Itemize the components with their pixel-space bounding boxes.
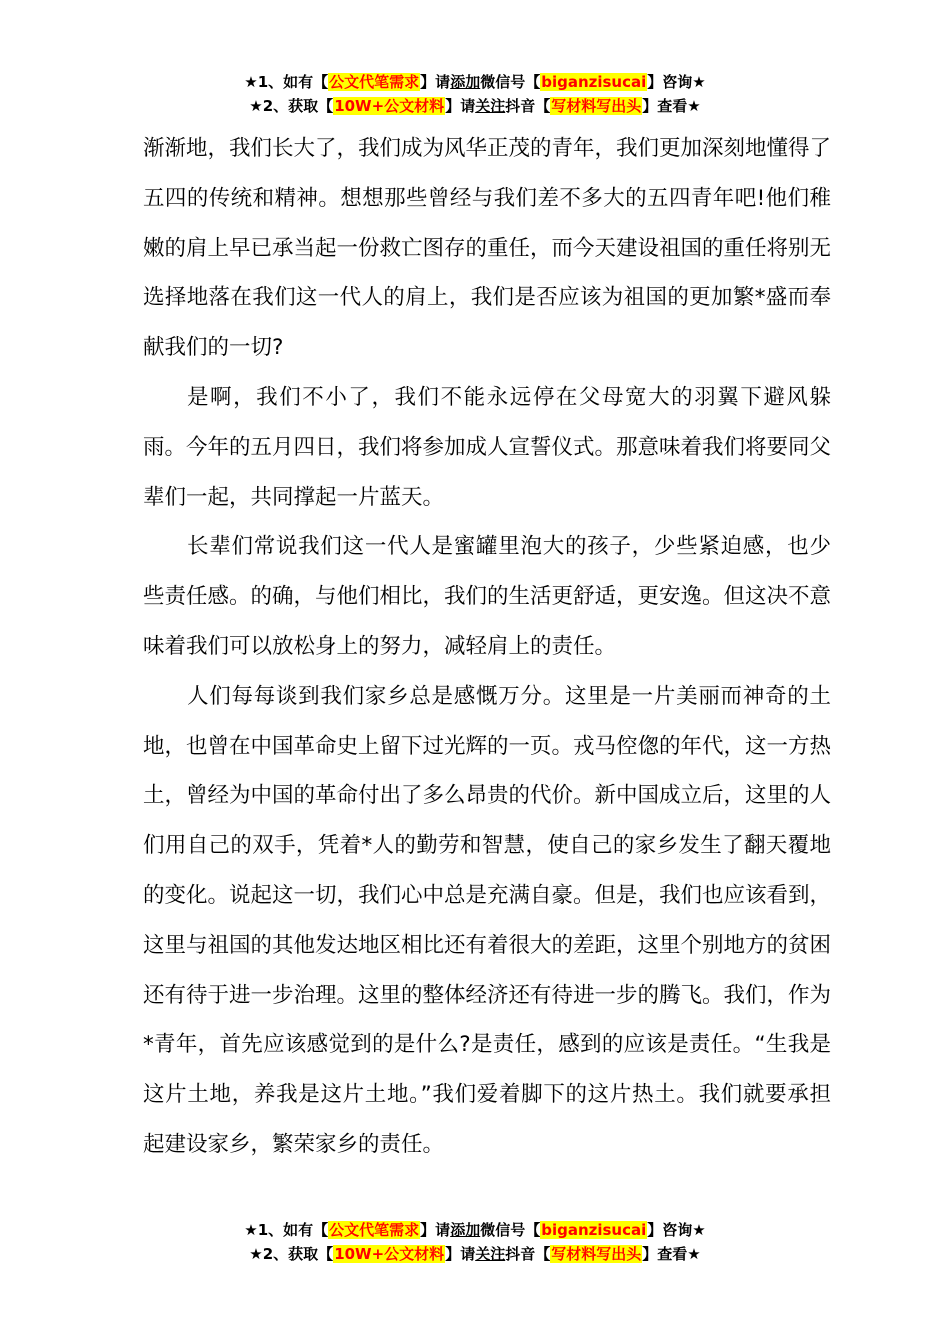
highlight-ghostwriting: 公文代笔需求 [329, 1221, 420, 1239]
banner-text: ★1、如有【 [244, 73, 329, 91]
highlight-douyin: 写材料写出头 [551, 1245, 642, 1263]
banner-emphasis: 关注 [475, 97, 506, 115]
banner-text: 】请 [445, 97, 476, 115]
banner-text: ★2、获取【 [249, 97, 334, 115]
highlight-wechat-id: biganzisucai [541, 73, 647, 91]
banner-line-2 [0, 1242, 950, 1266]
highlight-wechat-id: biganzisucai [541, 1221, 647, 1239]
banner-text: 微信号【 [480, 1221, 541, 1239]
document-body [143, 124, 831, 1170]
banner-line-2 [0, 94, 950, 118]
banner-text: 抖音【 [505, 97, 551, 115]
banner-emphasis: 添加 [450, 73, 481, 91]
banner-emphasis: 添加 [450, 1221, 481, 1239]
highlight-ghostwriting: 公文代笔需求 [329, 73, 420, 91]
banner-text: 】查看★ [642, 97, 701, 115]
banner-text: 】咨询★ [647, 1221, 706, 1239]
banner-text: 】请 [420, 1221, 451, 1239]
banner-line-1 [0, 70, 950, 94]
banner-text: 】请 [445, 1245, 476, 1263]
banner-text: 】查看★ [642, 1245, 701, 1263]
bottom-banner [0, 1218, 950, 1266]
top-banner [0, 70, 950, 118]
highlight-douyin: 写材料写出头 [551, 97, 642, 115]
paragraph: 是啊，我们不小了，我们不能永远停在父母宽大的羽翼下避风躲雨。今年的五月四日，我们将参加成人宣誓仪式。那意味着我们将要同父辈们一起，共同撑起一片蓝天。 [143, 384, 832, 510]
banner-line-1 [0, 1218, 950, 1242]
paragraph: 长辈们常说我们这一代人是蜜罐里泡大的孩子，少些紧迫感，也少些责任感。的确，与他们相比，我们的生活更舒适，更安逸。但这决不意味着我们可以放松身上的努力，减轻肩上的责任。 [143, 534, 832, 659]
highlight-materials: 10W+公文材料 [334, 1245, 445, 1263]
paragraph: 人们每每谈到我们家乡总是感慨万分。这里是一片美丽而神奇的土地，也曾在中国革命史上留下过光辉的一页。戎马倥偬的年代，这一方热土，曾经为中国的革命付出了多么昂贵的代价。新中国成立后，这里的人们用自己的双手，凭着*人的勤劳和智慧，使自己的家乡发生了翻天覆地的变化。说起这一切，我们心中总是充满自豪。但是，我们也应该看到，这里与祖国的其他发达地区相比还有着很大的差距，这里个别地方的贫困还有待于进一步治理。这里的整体经济还有待进一步的腾飞。我们，作为*青年，首先应该感觉到的是什么?是责任，感到的应该是责任。“生我是这片土地，养我是这片土地。”我们爱着脚下的这片热土。我们就要承担起建设家乡，繁荣家乡的责任。 [143, 683, 832, 1157]
banner-text: 】请 [420, 73, 451, 91]
banner-text: 微信号【 [480, 73, 541, 91]
banner-text: 】咨询★ [647, 73, 706, 91]
banner-text: ★1、如有【 [244, 1221, 329, 1239]
banner-text: ★2、获取【 [249, 1245, 334, 1263]
highlight-materials: 10W+公文材料 [334, 97, 445, 115]
banner-emphasis: 关注 [475, 1245, 506, 1263]
paragraph: 渐渐地，我们长大了，我们成为风华正茂的青年，我们更加深刻地懂得了五四的传统和精神。想想那些曾经与我们差不多大的五四青年吧!他们稚嫩的肩上早已承当起一份救亡图存的重任，而今天建设祖国的重任将别无选择地落在我们这一代人的肩上，我们是否应该为祖国的更加繁*盛而奉献我们的一切? [143, 136, 832, 361]
banner-text: 抖音【 [505, 1245, 551, 1263]
